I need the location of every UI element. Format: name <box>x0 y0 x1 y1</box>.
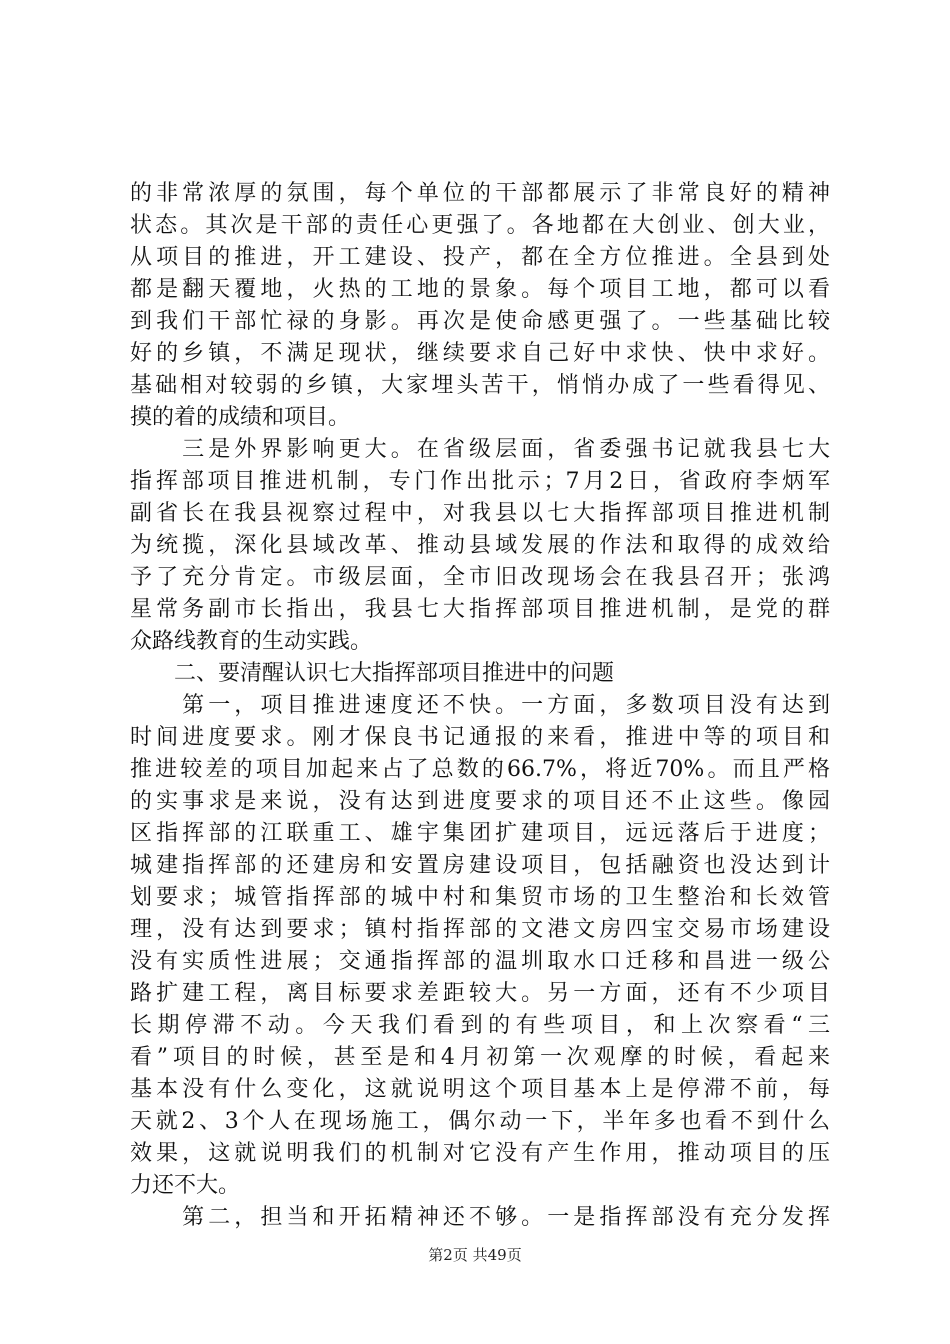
text-line: 路扩建工程，离目标要求差距较大。另一方面，还有不少项目 <box>130 981 830 1006</box>
text-line: 为统揽，深化县域改革、推动县域发展的作法和取得的成效给 <box>130 533 830 558</box>
text-line: 天就2、3个人在现场施工，偶尔动一下，半年多也看不到什么 <box>130 1109 830 1134</box>
page-footer: 第2页 共49页 <box>428 1246 522 1264</box>
text-line: 时间进度要求。刚才保良书记通报的来看，推进中等的项目和 <box>130 725 830 750</box>
text-line: 状态。其次是干部的责任心更强了。各地都在大创业、创大业， <box>130 213 830 238</box>
text-line: 好的乡镇，不满足现状，继续要求自己好中求快、快中求好。 <box>130 341 830 366</box>
text-line: 摸的着的成绩和项目。 <box>130 405 351 430</box>
text-line: 力还不大。 <box>130 1173 241 1198</box>
text-line: 划要求；城管指挥部的城中村和集贸市场的卫生整治和长效管 <box>130 885 830 910</box>
text-line: 的实事求是来说，没有达到进度要求的项目还不止这些。像园 <box>130 789 830 814</box>
body-text <box>130 178 830 1234</box>
text-line: 没有实质性进展；交通指挥部的温圳取水口迁移和昌进一级公 <box>130 949 830 974</box>
text-line: 都是翻天覆地，火热的工地的景象。每个项目工地，都可以看 <box>130 277 830 302</box>
text-line: 予了充分肯定。市级层面，全市旧改现场会在我县召开；张鸿 <box>130 565 830 590</box>
text-line: 推进较差的项目加起来占了总数的66.7%，将近70%。而且严格 <box>130 757 830 782</box>
text-line: 到我们干部忙禄的身影。再次是使命感更强了。一些基础比较 <box>130 309 830 334</box>
text-line: 三是外界影响更大。在省级层面，省委强书记就我县七大 <box>130 437 830 462</box>
text-line: 从项目的推进，开工建设、投产，都在全方位推进。全县到处 <box>130 245 830 270</box>
text-line: 基础相对较弱的乡镇，大家埋头苦干，悄悄办成了一些看得见、 <box>130 373 830 398</box>
text-line: 看”项目的时候，甚至是和4月初第一次观摩的时候，看起来 <box>130 1045 830 1070</box>
text-line: 第一，项目推进速度还不快。一方面，多数项目没有达到 <box>130 693 830 718</box>
text-line: 的非常浓厚的氛围，每个单位的干部都展示了非常良好的精神 <box>130 181 830 206</box>
text-line: 第二，担当和开拓精神还不够。一是指挥部没有充分发挥 <box>130 1205 830 1230</box>
text-line: 长期停滞不动。今天我们看到的有些项目，和上次察看“三 <box>130 1013 830 1038</box>
text-line: 理，没有达到要求；镇村指挥部的文港文房四宝交易市场建设 <box>130 917 830 942</box>
text-line: 指挥部项目推进机制，专门作出批示；7月2日，省政府李炳军 <box>130 469 830 494</box>
text-line: 众路线教育的生动实践。 <box>130 629 373 654</box>
text-line: 区指挥部的江联重工、雄宇集团扩建项目，远远落后于进度； <box>130 821 830 846</box>
text-line: 基本没有什么变化，这就说明这个项目基本上是停滞不前，每 <box>130 1077 830 1102</box>
text-line: 星常务副市长指出，我县七大指挥部项目推进机制，是党的群 <box>130 597 830 622</box>
text-line: 二、要清醒认识七大指挥部项目推进中的问题 <box>130 661 615 686</box>
text-line: 副省长在我县视察过程中，对我县以七大指挥部项目推进机制 <box>130 501 830 526</box>
text-line: 城建指挥部的还建房和安置房建设项目，包括融资也没达到计 <box>130 853 830 878</box>
text-line: 效果，这就说明我们的机制对它没有产生作用，推动项目的压 <box>130 1141 830 1166</box>
